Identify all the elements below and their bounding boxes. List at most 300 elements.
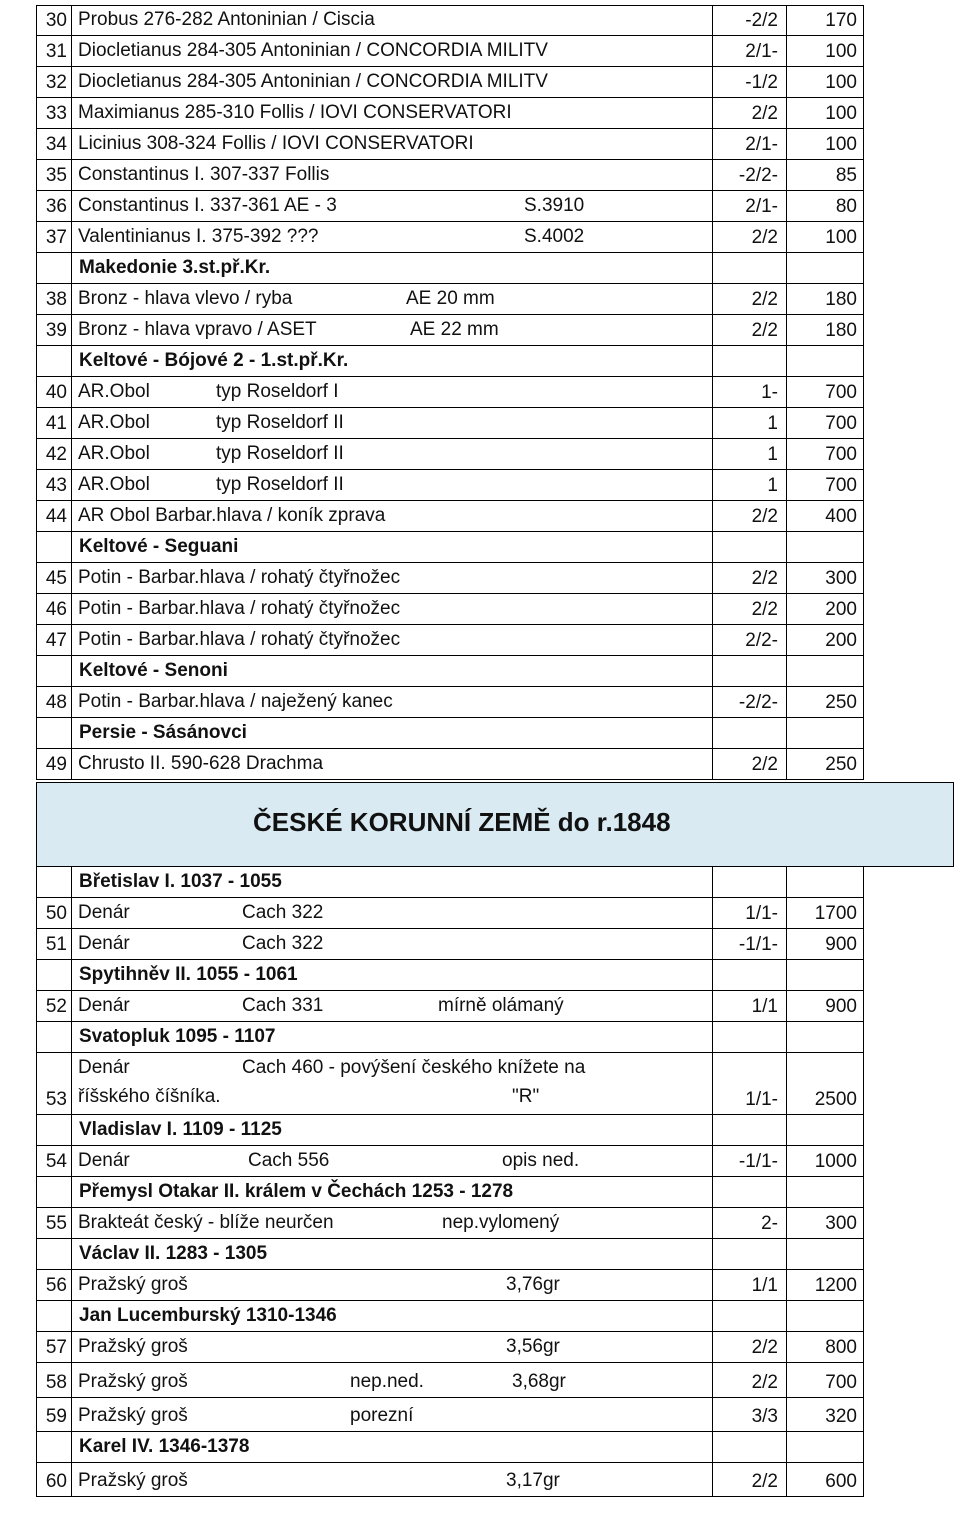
price-cell [786, 1332, 864, 1363]
description-text: porezní [350, 1405, 414, 1426]
description-text: Denár [78, 933, 130, 954]
price-value: 320 [825, 1406, 857, 1427]
grade-cell [712, 1463, 786, 1497]
section-header: Makedonie 3.st.př.Kr. [79, 257, 271, 278]
price-value: 700 [825, 475, 857, 496]
price-value: 180 [825, 320, 857, 341]
price-value: 900 [825, 934, 857, 955]
table-row [0, 1463, 960, 1497]
price-value: 700 [825, 1372, 857, 1393]
price-cell [786, 749, 864, 780]
lot-number-cell [36, 749, 72, 780]
grade-cell [712, 129, 786, 160]
section-banner [36, 782, 954, 867]
table-row [0, 625, 960, 656]
grade-value: 1 [767, 475, 778, 496]
price-cell [786, 1115, 864, 1146]
lot-number-cell [36, 346, 72, 377]
description-text: Cach 460 - povýšení českého knížete na [242, 1057, 586, 1078]
lot-number: 47 [45, 630, 67, 651]
description-cell [72, 284, 712, 315]
table-row [0, 929, 960, 960]
price-value: 100 [825, 134, 857, 155]
lot-number: 57 [45, 1337, 67, 1358]
grade-value: 2/2 [751, 1471, 778, 1492]
lot-number: 60 [45, 1471, 67, 1492]
description-cell [72, 625, 712, 656]
price-value: 2500 [814, 1089, 857, 1110]
lot-number-cell [36, 253, 72, 284]
price-cell [786, 1270, 864, 1301]
grade-cell [712, 718, 786, 749]
description-text: Denár [78, 902, 130, 923]
price-value: 170 [825, 10, 857, 31]
lot-number-cell [36, 222, 72, 253]
grade-cell [712, 594, 786, 625]
price-cell [786, 656, 864, 687]
grade-cell [712, 501, 786, 532]
grade-value: 1/1 [751, 1275, 778, 1296]
price-cell [786, 284, 864, 315]
lot-number: 36 [45, 196, 67, 217]
grade-cell [712, 625, 786, 656]
table-row [0, 222, 960, 253]
description-cell [72, 656, 712, 687]
price-cell [786, 1432, 864, 1463]
table-row [0, 1208, 960, 1239]
price-value: 400 [825, 506, 857, 527]
grade-cell [712, 687, 786, 718]
grade-cell [712, 1332, 786, 1363]
grade-cell [712, 284, 786, 315]
description-text: AR.Obol [78, 412, 150, 433]
price-cell [786, 253, 864, 284]
lot-number-cell [36, 1177, 72, 1208]
description-text: Valentinianus I. 375-392 ??? [78, 226, 319, 247]
lot-number: 34 [45, 134, 67, 155]
grade-value: -2/2- [738, 165, 778, 186]
table-row [0, 284, 960, 315]
section-header: Vladislav I. 1109 - 1125 [79, 1119, 282, 1140]
lot-number-cell [36, 687, 72, 718]
description-cell [72, 749, 712, 780]
description-cell [72, 960, 712, 991]
description-text: Diocletianus 284-305 Antoninian / CONCORDIA MILITV [78, 71, 548, 92]
price-value: 300 [825, 568, 857, 589]
description-text: AR.Obol [78, 381, 150, 402]
description-cell [72, 470, 712, 501]
section-header-row [0, 867, 960, 898]
grade-value: 2/1- [745, 41, 778, 62]
description-cell [72, 1146, 712, 1177]
table-row [0, 1332, 960, 1363]
lot-number: 31 [45, 41, 67, 62]
table-row [0, 36, 960, 67]
description-cell [72, 36, 712, 67]
description-text: mírně olámaný [438, 995, 564, 1016]
lot-number-cell [36, 284, 72, 315]
price-value: 1700 [814, 903, 857, 924]
price-value: 800 [825, 1337, 857, 1358]
grade-cell [712, 1301, 786, 1332]
description-cell [72, 1398, 712, 1432]
lot-number-cell [36, 1270, 72, 1301]
section-header: Persie - Sásánovci [79, 722, 247, 743]
price-cell [786, 594, 864, 625]
grade-cell [712, 36, 786, 67]
description-text: S.3910 [524, 195, 585, 216]
table-row [0, 1053, 960, 1115]
section-header: Spytihněv II. 1055 - 1061 [79, 964, 298, 985]
section-header: Keltové - Senoni [79, 660, 228, 681]
section-header: Keltové - Bójové 2 - 1.st.př.Kr. [79, 350, 349, 371]
grade-value: 2/2 [751, 1337, 778, 1358]
table-row [0, 1270, 960, 1301]
grade-value: 2/2 [751, 506, 778, 527]
description-text: 3,68gr [512, 1371, 566, 1392]
lot-number-cell [36, 960, 72, 991]
price-cell [786, 532, 864, 563]
section-header-row [0, 718, 960, 749]
lot-number: 59 [45, 1406, 67, 1427]
grade-cell [712, 191, 786, 222]
description-text: Diocletianus 284-305 Antoninian / CONCORDIA MILITV [78, 40, 548, 61]
description-text: typ Roseldorf I [216, 381, 339, 402]
grade-value: 2/2 [751, 568, 778, 589]
table-row [0, 1363, 960, 1398]
description-text: S.4002 [524, 226, 585, 247]
section-header: Václav II. 1283 - 1305 [79, 1243, 268, 1264]
table-row [0, 470, 960, 501]
table-row [0, 160, 960, 191]
description-text: nep.vylomený [442, 1212, 560, 1233]
grade-cell [712, 960, 786, 991]
description-text: Cach 322 [242, 933, 324, 954]
description-cell [72, 253, 712, 284]
price-cell [786, 1363, 864, 1398]
price-cell [786, 160, 864, 191]
lot-number-cell [36, 315, 72, 346]
table-row [0, 898, 960, 929]
description-cell [72, 160, 712, 191]
price-cell [786, 625, 864, 656]
lot-number-cell [36, 160, 72, 191]
price-cell [786, 222, 864, 253]
section-header-row [0, 960, 960, 991]
grade-cell [712, 5, 786, 36]
lot-number-cell [36, 1463, 72, 1497]
description-text: říšského číšníka. [78, 1086, 221, 1107]
description-text: Denár [78, 995, 130, 1016]
price-cell [786, 501, 864, 532]
grade-value: 3/3 [751, 1406, 778, 1427]
lot-number: 46 [45, 599, 67, 620]
description-text: Cach 331 [242, 995, 324, 1016]
table-row [0, 129, 960, 160]
description-text: 3,17gr [506, 1470, 560, 1491]
lot-number-cell [36, 1398, 72, 1432]
description-text: AE 22 mm [410, 319, 499, 340]
lot-number-cell [36, 1208, 72, 1239]
description-cell [72, 67, 712, 98]
price-cell [786, 67, 864, 98]
table-row [0, 5, 960, 36]
description-cell [72, 1239, 712, 1270]
table-row [0, 408, 960, 439]
lot-number-cell [36, 1301, 72, 1332]
table-row [0, 501, 960, 532]
lot-number: 49 [45, 754, 67, 775]
lot-number-cell [36, 377, 72, 408]
grade-cell [712, 346, 786, 377]
price-value: 600 [825, 1471, 857, 1492]
table-row [0, 315, 960, 346]
description-text: opis ned. [502, 1150, 580, 1171]
lot-number-cell [36, 36, 72, 67]
price-value: 700 [825, 413, 857, 434]
table-row [0, 749, 960, 780]
description-text: AR Obol Barbar.hlava / koník zprava [78, 505, 386, 526]
grade-cell [712, 867, 786, 898]
price-value: 100 [825, 72, 857, 93]
grade-cell [712, 656, 786, 687]
grade-value: 2/2- [745, 630, 778, 651]
grade-cell [712, 98, 786, 129]
lot-number-cell [36, 5, 72, 36]
lot-number-cell [36, 191, 72, 222]
grade-value: 2- [761, 1213, 778, 1234]
description-text: Bronz - hlava vlevo / ryba [78, 288, 293, 309]
table-row [0, 991, 960, 1022]
lot-number-cell [36, 1022, 72, 1053]
price-value: 200 [825, 630, 857, 651]
description-text: Potin - Barbar.hlava / rohatý čtyřnožec [78, 598, 401, 619]
description-cell [72, 1022, 712, 1053]
lot-number: 32 [45, 72, 67, 93]
lot-number-cell [36, 929, 72, 960]
grade-cell [712, 1208, 786, 1239]
price-cell [786, 36, 864, 67]
section-header: Keltové - Seguani [79, 536, 239, 557]
lot-number-cell [36, 898, 72, 929]
description-text: Constantinus I. 337-361 AE - 3 [78, 195, 337, 216]
grade-cell [712, 253, 786, 284]
table-row [0, 594, 960, 625]
table-row [0, 1146, 960, 1177]
grade-value: 2/2 [751, 320, 778, 341]
table-row [0, 1398, 960, 1432]
price-value: 100 [825, 103, 857, 124]
grade-cell [712, 1053, 786, 1115]
lot-number: 33 [45, 103, 67, 124]
description-text: Potin - Barbar.hlava / rohatý čtyřnožec [78, 567, 401, 588]
grade-value: 2/2 [751, 599, 778, 620]
description-cell [72, 563, 712, 594]
price-cell [786, 1463, 864, 1497]
description-cell [72, 718, 712, 749]
lot-number: 55 [45, 1213, 67, 1234]
section-header-row [0, 346, 960, 377]
lot-number: 48 [45, 692, 67, 713]
lot-number-cell [36, 67, 72, 98]
description-text: Cach 556 [248, 1150, 330, 1171]
description-text: Maximianus 285-310 Follis / IOVI CONSERVATORI [78, 102, 512, 123]
description-text: Brakteát český - blíže neurčen [78, 1212, 334, 1233]
description-text: Probus 276-282 Antoninian / Ciscia [78, 9, 375, 30]
price-cell [786, 315, 864, 346]
lot-number: 52 [45, 996, 67, 1017]
grade-cell [712, 1022, 786, 1053]
price-cell [786, 991, 864, 1022]
description-text: 3,56gr [506, 1336, 560, 1357]
grade-cell [712, 563, 786, 594]
grade-cell [712, 408, 786, 439]
section-header-row [0, 1239, 960, 1270]
grade-value: 2/2 [751, 227, 778, 248]
table-row [0, 563, 960, 594]
grade-cell [712, 898, 786, 929]
price-cell [786, 129, 864, 160]
lot-number-cell [36, 1053, 72, 1115]
grade-value: 1 [767, 413, 778, 434]
grade-cell [712, 1146, 786, 1177]
grade-cell [712, 439, 786, 470]
lot-number: 30 [45, 10, 67, 31]
price-cell [786, 929, 864, 960]
lot-number-cell [36, 470, 72, 501]
price-cell [786, 1177, 864, 1208]
description-cell [72, 1270, 712, 1301]
description-cell [72, 1115, 712, 1146]
section-header-row [0, 1115, 960, 1146]
lot-number: 41 [45, 413, 67, 434]
price-value: 85 [835, 165, 857, 186]
grade-cell [712, 160, 786, 191]
price-value: 100 [825, 41, 857, 62]
price-cell [786, 98, 864, 129]
price-value: 300 [825, 1213, 857, 1234]
description-cell [72, 1053, 712, 1115]
description-cell [72, 98, 712, 129]
price-cell [786, 470, 864, 501]
price-value: 700 [825, 444, 857, 465]
table-row [0, 687, 960, 718]
price-value: 250 [825, 754, 857, 775]
grade-value: -2/2- [738, 692, 778, 713]
section-header: Jan Lucemburský 1310-1346 [79, 1305, 337, 1326]
description-cell [72, 191, 712, 222]
lot-number: 43 [45, 475, 67, 496]
price-cell [786, 1301, 864, 1332]
price-cell [786, 1208, 864, 1239]
description-cell [72, 532, 712, 563]
grade-value: 2/2 [751, 289, 778, 310]
description-text: 3,76gr [506, 1274, 560, 1295]
price-cell [786, 1146, 864, 1177]
lot-number-cell [36, 532, 72, 563]
grade-cell [712, 929, 786, 960]
lot-number-cell [36, 129, 72, 160]
description-text: typ Roseldorf II [216, 443, 344, 464]
grade-cell [712, 1115, 786, 1146]
price-value: 250 [825, 692, 857, 713]
grade-cell [712, 1270, 786, 1301]
lot-number: 40 [45, 382, 67, 403]
price-cell [786, 563, 864, 594]
price-cell [786, 1022, 864, 1053]
description-text: typ Roseldorf II [216, 412, 344, 433]
price-cell [786, 687, 864, 718]
lot-number-cell [36, 1332, 72, 1363]
grade-value: -1/2 [745, 72, 778, 93]
lot-number-cell [36, 1363, 72, 1398]
description-cell [72, 501, 712, 532]
description-cell [72, 408, 712, 439]
description-text: Bronz - hlava vpravo / ASET [78, 319, 317, 340]
description-text: Denár [78, 1150, 130, 1171]
description-text: Pražský groš [78, 1274, 188, 1295]
price-cell [786, 867, 864, 898]
price-cell [786, 1053, 864, 1115]
price-cell [786, 439, 864, 470]
lot-number-cell [36, 718, 72, 749]
description-cell [72, 1363, 712, 1398]
grade-value: 2/2 [751, 1372, 778, 1393]
lot-number-cell [36, 501, 72, 532]
lot-number-cell [36, 625, 72, 656]
price-cell [786, 718, 864, 749]
section-banner-title: ČESKÉ KORUNNÍ ZEMĚ do r.1848 [253, 807, 671, 837]
table-row [0, 377, 960, 408]
section-header-row [0, 1301, 960, 1332]
lot-number-cell [36, 1115, 72, 1146]
grade-value: -1/1- [738, 1151, 778, 1172]
section-header-row [0, 1022, 960, 1053]
price-cell [786, 960, 864, 991]
grade-value: 1/1 [751, 996, 778, 1017]
price-value: 1200 [814, 1275, 857, 1296]
section-header-row [0, 1177, 960, 1208]
grade-cell [712, 315, 786, 346]
grade-cell [712, 1432, 786, 1463]
description-cell [72, 439, 712, 470]
lot-number: 56 [45, 1275, 67, 1296]
description-cell [72, 1463, 712, 1497]
lot-number-cell [36, 867, 72, 898]
description-text: "R" [512, 1086, 540, 1107]
description-cell [72, 1177, 712, 1208]
description-text: Chrusto II. 590-628 Drachma [78, 753, 324, 774]
section-header: Přemysl Otakar II. králem v Čechách 1253 - 1278 [79, 1181, 514, 1202]
grade-value: 1/1- [745, 903, 778, 924]
description-text: AR.Obol [78, 474, 150, 495]
grade-value: 2/2 [751, 754, 778, 775]
description-cell [72, 5, 712, 36]
price-cell [786, 377, 864, 408]
description-cell [72, 1432, 712, 1463]
price-value: 100 [825, 227, 857, 248]
section-header: Karel IV. 1346-1378 [79, 1436, 250, 1457]
table-row [0, 191, 960, 222]
price-value: 180 [825, 289, 857, 310]
price-cell [786, 1398, 864, 1432]
lot-number: 39 [45, 320, 67, 341]
description-text: typ Roseldorf II [216, 474, 344, 495]
lot-number: 45 [45, 568, 67, 589]
lot-number-cell [36, 563, 72, 594]
price-value: 1000 [814, 1151, 857, 1172]
lot-number-cell [36, 1146, 72, 1177]
